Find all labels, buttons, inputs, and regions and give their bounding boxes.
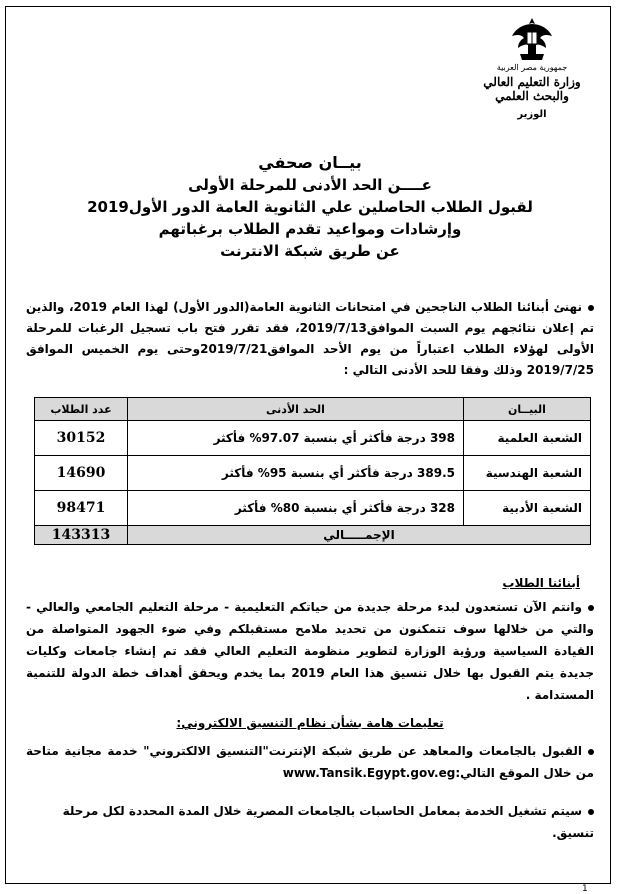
bullet-icon bbox=[588, 605, 594, 611]
students-paragraph bbox=[26, 596, 594, 706]
ministry-name: وزارة التعليم العالي والبحث العلمي bbox=[483, 75, 581, 103]
row-category: الشعبة العلمية bbox=[464, 421, 591, 456]
table-header-row bbox=[35, 398, 591, 421]
government-name: جمهورية مصر العربية bbox=[496, 63, 568, 72]
row-count: 14690 bbox=[35, 456, 128, 491]
tansik-url-link[interactable]: www.Tansik.Egypt.gov.eg bbox=[282, 766, 456, 780]
row-category: الشعبة الأدبية bbox=[464, 491, 591, 526]
table-total-row bbox=[35, 526, 591, 545]
row-count: 98471 bbox=[35, 491, 128, 526]
bullet-icon bbox=[588, 305, 594, 311]
bullet-icon bbox=[588, 749, 594, 755]
row-category: الشعبة الهندسية bbox=[464, 456, 591, 491]
row-minimum: 328 درجة فأكثر أي بنسبة 80% فأكثر bbox=[128, 491, 464, 526]
letterhead bbox=[472, 14, 592, 120]
table-row bbox=[35, 456, 591, 491]
bullet-icon bbox=[588, 809, 594, 815]
instruction-item-1 bbox=[26, 740, 594, 784]
eagle-emblem-icon bbox=[510, 14, 554, 62]
title-line-1: بيــان صحفي bbox=[258, 153, 362, 172]
title-line-2: عــــن الحد الأدنى للمرحلة الأولى bbox=[188, 176, 432, 194]
row-minimum: 398 درجة فأكثر أي بنسبة 97.07% فأكثر bbox=[128, 421, 464, 456]
minister-label: الوزير bbox=[517, 109, 547, 120]
intro-paragraph bbox=[26, 297, 594, 381]
header-minimum: الحد الأدنى bbox=[128, 398, 464, 421]
table-row bbox=[35, 491, 591, 526]
table-row bbox=[35, 421, 591, 456]
intro-text: نهنئ أبنائنا الطلاب الناجحين في امتحانات الثانوية العامة(الدور الأول) لهذا العام 2019، والذين تم إعلان نتائجهم يوم السبت الموافق2019/7/13، فقد تقرر فتح باب تسجيل الرغبات للمرحلة الأولى لهؤلاء الطلاب اعتباراً من يوم الأحد الموافق2019/7/21وحتى يوم الخميس الموافق 2019/7/25 وذلك وفقا للحد الأدنى التالي : bbox=[26, 300, 594, 377]
instruction-item-2 bbox=[26, 800, 594, 844]
press-release-title bbox=[40, 152, 580, 262]
title-line-3: لقبول الطلاب الحاصلين علي الثانوية العامة الدور الأول2019 bbox=[87, 198, 533, 216]
header-category: البيــان bbox=[464, 398, 591, 421]
title-line-4: وإرشادات ومواعيد تقدم الطلاب برغباتهم bbox=[158, 220, 462, 238]
total-label: الإجمـــــالي bbox=[128, 526, 591, 545]
instruction-1-text: القبول بالجامعات والمعاهد عن طريق شبكة الإنترنت"التنسيق الالكتروني" خدمة مجانية متاحة من خلال الموقع التالي: bbox=[26, 744, 594, 780]
instructions-heading: تعليمات هامة بشأن نظام التنسيق الالكتروني: bbox=[176, 716, 444, 730]
header-count: عدد الطلاب bbox=[35, 398, 128, 421]
minimum-scores-table bbox=[34, 397, 591, 545]
page-number: 1 bbox=[582, 884, 588, 894]
students-heading: أبنائنا الطلاب bbox=[502, 576, 580, 590]
students-text: وانتم الآن تستعدون لبدء مرحلة جديدة من حياتكم التعليمية - مرحلة التعليم الجامعي والعالي - والتي من خلالها سوف تتمكنون من تحديد ملامح مستقبلكم وفي ضوء الجهود المتواصلة من القيادة السياسية ورؤية الوزارة لتطوير منظومة التعليم العالي فقد تم إنشاء جامعات وكليات جديدة يتم القبول بها خلال تنسيق هذا العام 2019 بما يخدم ويحقق أهداف خطة الدولة للتنمية المستدامة . bbox=[26, 600, 594, 702]
instruction-2-text: سيتم تشغيل الخدمة بمعامل الحاسبات بالجامعات المصرية خلال المدة المحددة لكل مرحلة تنسيق. bbox=[62, 804, 594, 840]
total-count: 143313 bbox=[35, 526, 128, 545]
row-minimum: 389.5 درجة فأكثر أي بنسبة 95% فأكثر bbox=[128, 456, 464, 491]
title-line-5: عن طريق شبكة الانترنت bbox=[220, 242, 400, 260]
row-count: 30152 bbox=[35, 421, 128, 456]
